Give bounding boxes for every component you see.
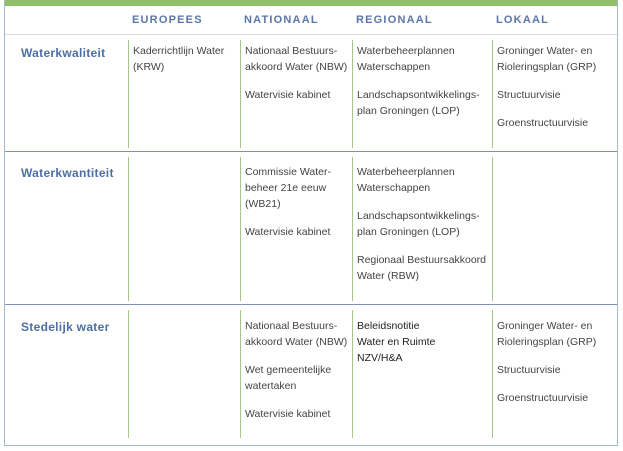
policy-item: Nationaal Bestuurs- akkoord Water (NBW) [245, 45, 348, 73]
column-divider [240, 157, 241, 301]
cell-waterkwantiteit-nationaal [245, 164, 351, 252]
policy-item: Watervisie kabinet [245, 226, 331, 238]
cell-waterkwaliteit-europees [133, 43, 237, 87]
column-header-regionaal: REGIONAAL [356, 14, 433, 26]
policy-item: Landschapsontwikkelings- plan Groningen (LOP) [357, 89, 480, 117]
policy-item: Commissie Water- beheer 21e eeuw (WB21) [245, 166, 331, 210]
column-header-europees: EUROPEES [132, 14, 203, 26]
row-divider [5, 304, 617, 305]
policy-item: Kaderrichtlijn Water (KRW) [133, 45, 225, 73]
policy-item: Groninger Water- en Rioleringsplan (GRP) [497, 45, 597, 73]
row-title-stedelijk-water: Stedelijk water [21, 320, 110, 334]
column-divider [492, 157, 493, 301]
policy-item: Regionaal Bestuursakkoord Water (RBW) [357, 254, 486, 282]
column-divider [240, 310, 241, 438]
column-header-nationaal: NATIONAAL [244, 14, 319, 26]
policy-table [4, 0, 618, 446]
row-title-waterkwantiteit: Waterkwantiteit [21, 166, 114, 180]
policy-item: Beleidsnotitie Water en Ruimte NZV/H&A [357, 320, 436, 364]
top-accent-bar [5, 0, 617, 6]
column-divider [352, 157, 353, 301]
policy-item: Structuurvisie [497, 364, 561, 376]
cell-stedelijk-water-regionaal [357, 318, 491, 378]
policy-item: Wet gemeentelijke watertaken [245, 364, 332, 392]
policy-item: Watervisie kabinet [245, 408, 331, 420]
row-title-waterkwaliteit: Waterkwaliteit [21, 46, 106, 60]
policy-item: Groninger Water- en Rioleringsplan (GRP) [497, 320, 597, 348]
policy-item: Landschapsontwikkelings- plan Groningen (LOP) [357, 210, 480, 238]
policy-item: Groenstructuurvisie [497, 392, 589, 404]
column-divider [492, 40, 493, 148]
column-divider [492, 310, 493, 438]
column-header-lokaal: LOKAAL [496, 14, 550, 26]
cell-waterkwantiteit-regionaal [357, 164, 491, 296]
policy-item: Watervisie kabinet [245, 89, 331, 101]
policy-item: Waterbeheerplannen Waterschappen [357, 45, 455, 73]
cell-waterkwaliteit-regionaal [357, 43, 491, 131]
policy-item: Groenstructuurvisie [497, 117, 589, 129]
row-divider [5, 151, 617, 152]
column-divider [128, 310, 129, 438]
column-divider [128, 157, 129, 301]
header-divider [5, 34, 617, 35]
policy-item: Waterbeheerplannen Waterschappen [357, 166, 455, 194]
column-divider [128, 40, 129, 148]
cell-stedelijk-water-lokaal [497, 318, 615, 418]
column-divider [240, 40, 241, 148]
column-divider [352, 310, 353, 438]
policy-item: Nationaal Bestuurs- akkoord Water (NBW) [245, 320, 348, 348]
policy-item: Structuurvisie [497, 89, 561, 101]
cell-waterkwaliteit-lokaal [497, 43, 615, 143]
cell-waterkwaliteit-nationaal [245, 43, 351, 115]
column-divider [352, 40, 353, 148]
cell-stedelijk-water-nationaal [245, 318, 351, 434]
